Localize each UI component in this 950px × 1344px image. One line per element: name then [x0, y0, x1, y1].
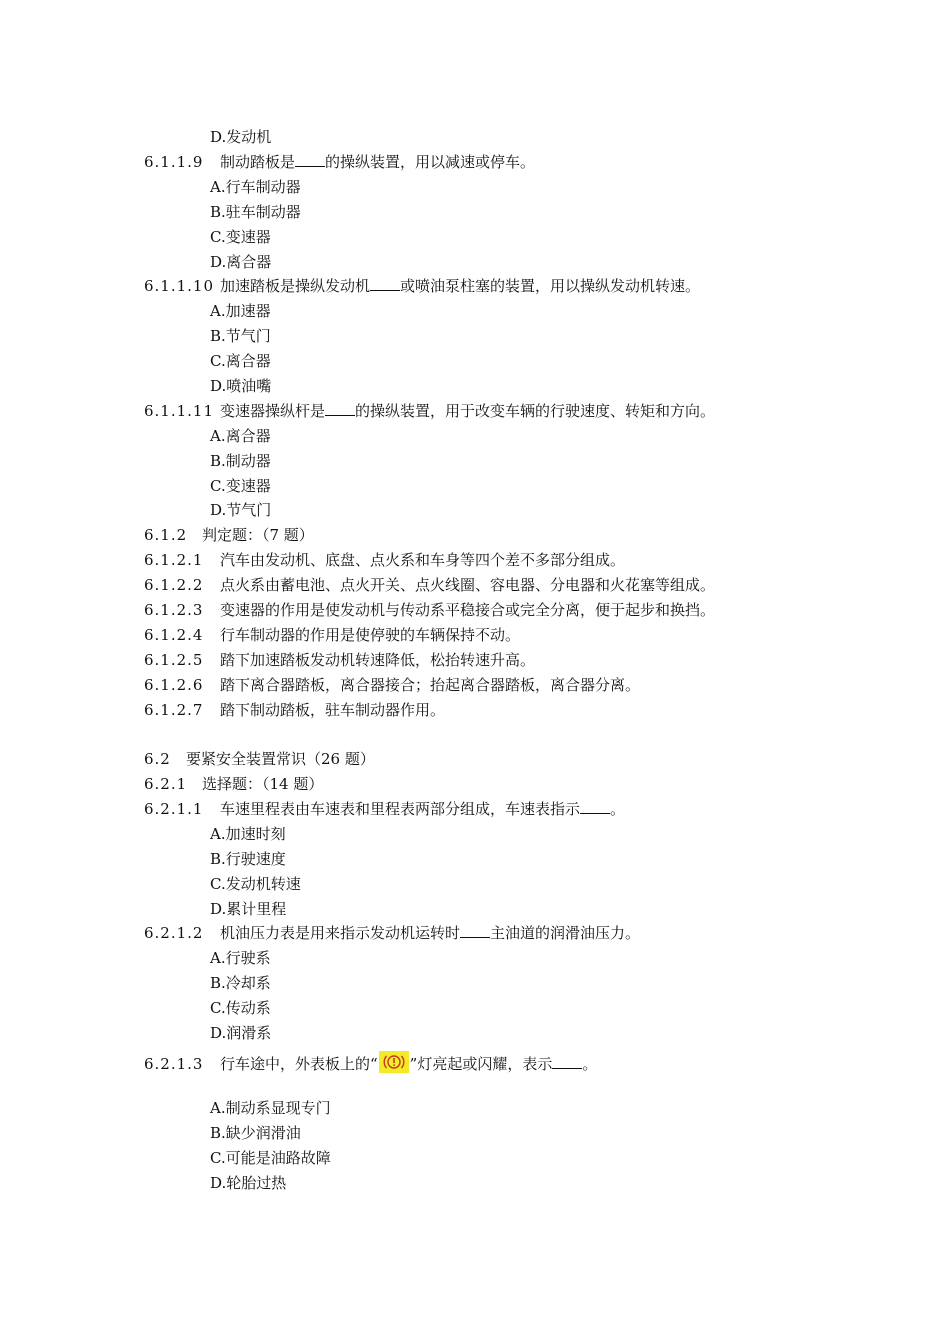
option-text: B.节气门 — [210, 327, 271, 345]
answer-blank — [552, 1054, 582, 1069]
judgement-line — [144, 550, 625, 570]
question-text: 加速踏板是操纵发动机 — [220, 277, 371, 295]
option-text: A.加速时刻 — [210, 825, 286, 843]
section-heading — [144, 749, 375, 769]
section-heading — [144, 774, 323, 794]
option-line — [210, 227, 271, 247]
question-text: 变速器的作用是使发动机与传动系平稳接合或完全分离，便于起步和换挡。 — [220, 601, 716, 619]
section-number: 6.2.1 — [144, 775, 188, 793]
option-line — [210, 127, 271, 147]
option-line — [210, 476, 271, 496]
option-text: C.可能是油路故障 — [210, 1149, 331, 1167]
option-line — [210, 948, 271, 968]
option-text: D.节气门 — [210, 501, 272, 519]
question-text: ”灯亮起或闪耀，表示 — [409, 1055, 553, 1073]
option-text: D.润滑系 — [210, 1024, 272, 1042]
question-number: 6.1.1.10 — [144, 277, 215, 295]
question-number: 6.1.2.1 — [144, 551, 204, 569]
option-text: C.发动机转速 — [210, 875, 301, 893]
question-number: 6.1.2.2 — [144, 576, 204, 594]
question-text: 。 — [610, 800, 626, 818]
question-line — [144, 401, 715, 421]
option-line — [210, 1023, 271, 1043]
section-title: 要紧安全装置常识（26 题） — [186, 750, 375, 768]
question-number: 6.2.1.2 — [144, 924, 204, 942]
question-line — [144, 152, 535, 172]
option-text: A.离合器 — [210, 427, 271, 445]
option-line — [210, 998, 271, 1018]
option-line — [210, 326, 271, 346]
section-number: 6.2 — [144, 750, 171, 768]
option-text: A.行车制动器 — [210, 178, 301, 196]
section-number: 6.1.2 — [144, 526, 188, 544]
question-text: 汽车由发动机、底盘、点火系和车身等四个差不多部分组成。 — [220, 551, 626, 569]
option-text: A.加速器 — [210, 302, 271, 320]
option-text: D.累计里程 — [210, 900, 287, 918]
brake-warning-icon — [379, 1051, 409, 1073]
question-number: 6.2.1.3 — [144, 1055, 204, 1073]
question-number: 6.1.1.11 — [144, 402, 215, 420]
option-text: C.传动系 — [210, 999, 271, 1017]
answer-blank — [580, 799, 610, 814]
question-text: 主油道的润滑油压力。 — [490, 924, 641, 942]
option-line — [210, 1098, 331, 1118]
option-line — [210, 351, 271, 371]
option-text: C.变速器 — [210, 477, 271, 495]
question-text: 行车制动器的作用是使停驶的车辆保持不动。 — [220, 626, 521, 644]
answer-blank — [370, 276, 400, 291]
option-text: A.行驶系 — [210, 949, 271, 967]
option-text: B.缺少润滑油 — [210, 1124, 301, 1142]
answer-blank — [325, 401, 355, 416]
option-line — [210, 849, 286, 869]
option-line — [210, 202, 301, 222]
option-line — [210, 874, 301, 894]
question-text: 踏下加速踏板发动机转速降低，松抬转速升高。 — [220, 651, 536, 669]
option-text: D.喷油嘴 — [210, 377, 272, 395]
option-line — [210, 451, 271, 471]
option-line — [210, 1173, 286, 1193]
question-text: 车速里程表由车速表和里程表两部分组成，车速表指示 — [220, 800, 581, 818]
question-text: 的操纵装置，用于改变车辆的行驶速度、转矩和方向。 — [355, 402, 716, 420]
option-text: B.冷却系 — [210, 974, 271, 992]
option-text: B.驻车制动器 — [210, 203, 301, 221]
question-text: 踏下制动踏板，驻车制动器作用。 — [220, 701, 446, 719]
question-number: 6.1.1.9 — [144, 153, 204, 171]
judgement-line — [144, 600, 715, 620]
option-line — [210, 1148, 331, 1168]
question-line — [144, 923, 640, 943]
option-line — [210, 1123, 301, 1143]
judgement-line — [144, 650, 535, 670]
judgement-line — [144, 625, 520, 645]
question-text: 机油压力表是用来指示发动机运转时 — [220, 924, 461, 942]
question-text: 的操纵装置，用以减速或停车。 — [325, 153, 536, 171]
question-number: 6.1.2.5 — [144, 651, 204, 669]
section-heading — [144, 525, 314, 545]
question-text: 制动踏板是 — [220, 153, 296, 171]
judgement-line — [144, 700, 445, 720]
answer-blank — [460, 923, 490, 938]
question-text: 。 — [582, 1055, 598, 1073]
section-title: 判定题：（7 题） — [202, 526, 314, 544]
question-number: 6.1.2.6 — [144, 676, 204, 694]
question-text: 或喷油泵柱塞的装置，用以操纵发动机转速。 — [400, 277, 701, 295]
option-line — [210, 301, 271, 321]
judgement-line — [144, 575, 715, 595]
option-text: D.发动机 — [210, 128, 272, 146]
question-text: 变速器操纵杆是 — [220, 402, 326, 420]
question-line — [144, 276, 700, 296]
question-text: 行车途中，外表板上的“ — [220, 1055, 378, 1073]
option-line — [210, 899, 286, 919]
section-title: 选择题：（14 题） — [202, 775, 324, 793]
option-line — [210, 824, 286, 844]
option-text: D.轮胎过热 — [210, 1174, 287, 1192]
option-line — [210, 973, 271, 993]
option-line — [210, 376, 271, 396]
question-line — [144, 799, 625, 819]
option-line — [210, 500, 271, 520]
option-line — [210, 252, 271, 272]
option-text: C.离合器 — [210, 352, 271, 370]
option-text: D.离合器 — [210, 253, 272, 271]
question-number: 6.1.2.3 — [144, 601, 204, 619]
question-text: 点火系由蓄电池、点火开关、点火线圈、容电器、分电器和火花塞等组成。 — [220, 576, 716, 594]
option-text: A.制动系显现专门 — [210, 1099, 331, 1117]
question-number: 6.1.2.7 — [144, 701, 204, 719]
question-number: 6.1.2.4 — [144, 626, 204, 644]
question-number: 6.2.1.1 — [144, 800, 204, 818]
option-text: B.制动器 — [210, 452, 271, 470]
option-text: C.变速器 — [210, 228, 271, 246]
answer-blank — [295, 152, 325, 167]
judgement-line — [144, 675, 640, 695]
question-text: 踏下离合器踏板，离合器接合；抬起离合器踏板，离合器分离。 — [220, 676, 641, 694]
option-line — [210, 426, 271, 446]
option-text: B.行驶速度 — [210, 850, 286, 868]
option-line — [210, 177, 301, 197]
question-line — [144, 1054, 597, 1076]
